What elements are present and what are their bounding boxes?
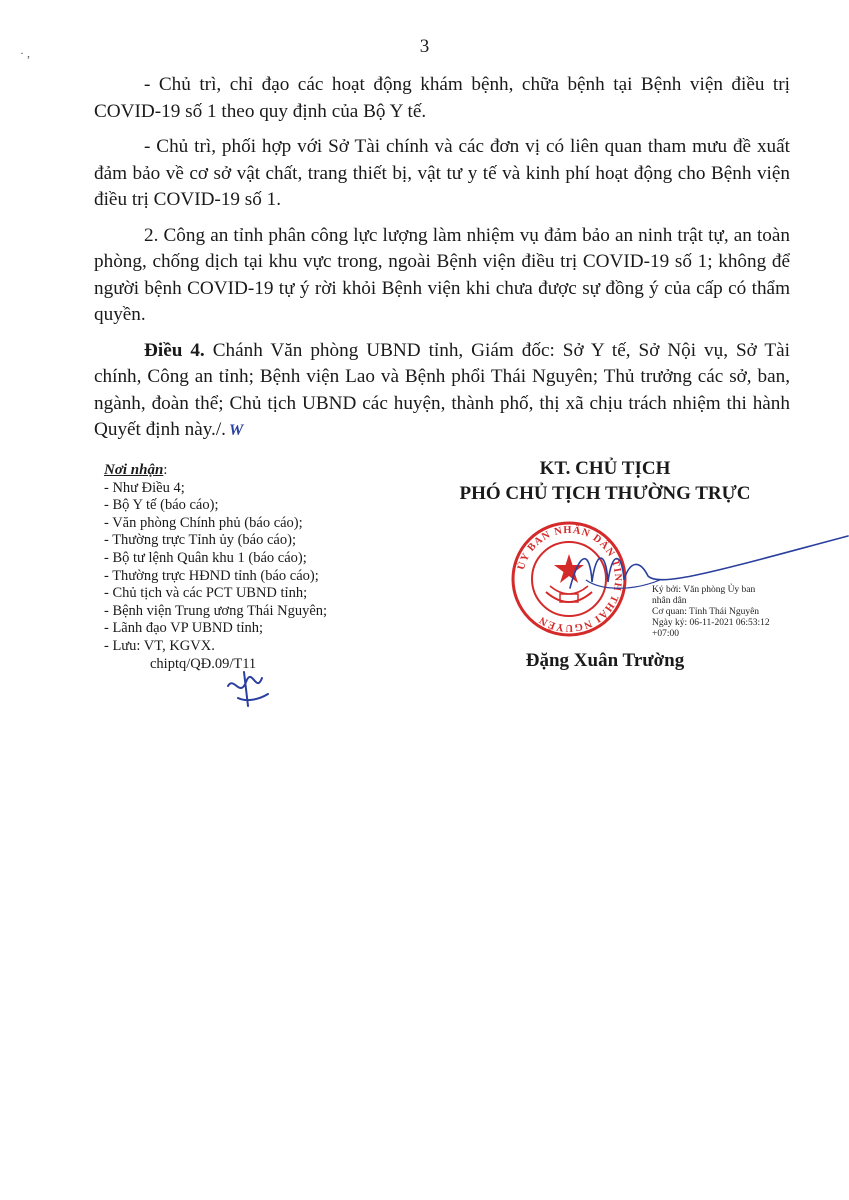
recipient-item: - Lãnh đạo VP UBND tỉnh;: [104, 620, 264, 637]
recipient-item: - Thường trực Tỉnh ủy (báo cáo);: [104, 532, 296, 549]
recipients-heading-line: Nơi nhận:: [104, 462, 168, 478]
article-4-text: Chánh Văn phòng UBND tỉnh, Giám đốc: Sở Y tế, Sở Nội vụ, Sở Tài chính, Công an tỉnh; Bệnh viện Lao và Bệnh phổi Thái Nguyên; Thủ trưởng các sở, ban, ngành, đoàn thể; Chủ tịch UBND các huyện, thành phố, thị xã chịu trách nhiệm thi hành Quyết định này./.: [94, 339, 790, 440]
recipients-block: [104, 462, 327, 673]
recipient-item: - Thường trực HĐND tỉnh (báo cáo);: [104, 567, 319, 584]
signature-title-block: [440, 456, 770, 506]
digital-signature-info: Ký bởi: Văn phòng Ủy ban nhân dân Cơ quan: Tỉnh Thái Nguyên Ngày ký: 06-11-2021 06:53:12 +07:00: [652, 585, 770, 639]
recipient-item: - Bệnh viện Trung ương Thái Nguyên;: [104, 602, 328, 619]
recipients-heading: Nơi nhận: [104, 462, 164, 478]
recipient-item: - Bộ Y tế (báo cáo);: [104, 497, 219, 514]
article-4: [94, 338, 790, 445]
paragraph-1: - Chủ trì, chỉ đạo các hoạt động khám bệnh, chữa bệnh tại Bệnh viện điều trị COVID-19 số 1 theo quy định của Bộ Y tế.: [94, 74, 790, 122]
signature-line-2: PHÓ CHỦ TỊCH THƯỜNG TRỰC: [459, 483, 751, 504]
recipient-item: - Chủ tịch và các PCT UBND tỉnh;: [104, 585, 308, 602]
paragraph-2: - Chủ trì, phối hợp với Sở Tài chính và các đơn vị có liên quan tham mưu đề xuất đảm bảo về cơ sở vật chất, trang thiết bị, vật tư y tế và kinh phí hoạt động cho Bệnh viện điều trị COVID-19 số 1.: [94, 136, 790, 210]
document-body: [94, 72, 790, 454]
initial-mark: W: [228, 422, 244, 439]
scan-mark: · ,: [20, 46, 30, 60]
signature-line-1: KT. CHỦ TỊCH: [539, 458, 671, 479]
seal-text: ỦY BAN NHÂN DÂN TỈNH THÁI NGUYÊN: [515, 524, 624, 634]
article-4-label: Điều 4.: [144, 339, 205, 361]
page-number: 3: [419, 36, 430, 57]
recipient-item: - Lưu: VT, KGVX.: [104, 637, 215, 654]
recipients-list: [104, 480, 327, 656]
recipient-item: - Bộ tư lệnh Quân khu 1 (báo cáo);: [104, 549, 307, 566]
document-code: chiptq/QĐ.09/T11: [150, 655, 257, 672]
recipient-item: - Văn phòng Chính phủ (báo cáo);: [104, 514, 303, 531]
signer-name: Đặng Xuân Trường: [525, 650, 685, 671]
paragraph-3: 2. Công an tỉnh phân công lực lượng làm nhiệm vụ đảm bảo an ninh trật tự, an toàn phòng, chống dịch tại khu vực trong, ngoài Bệnh viện điều trị COVID-19 số 1; không để người bệnh COVID-19 tự ý rời khỏi Bệnh viện khi chưa được sự đồng ý của cấp có thẩm quyền.: [94, 224, 790, 325]
recipient-item: - Như Điều 4;: [104, 479, 185, 496]
handwritten-initial-icon: [224, 668, 274, 710]
